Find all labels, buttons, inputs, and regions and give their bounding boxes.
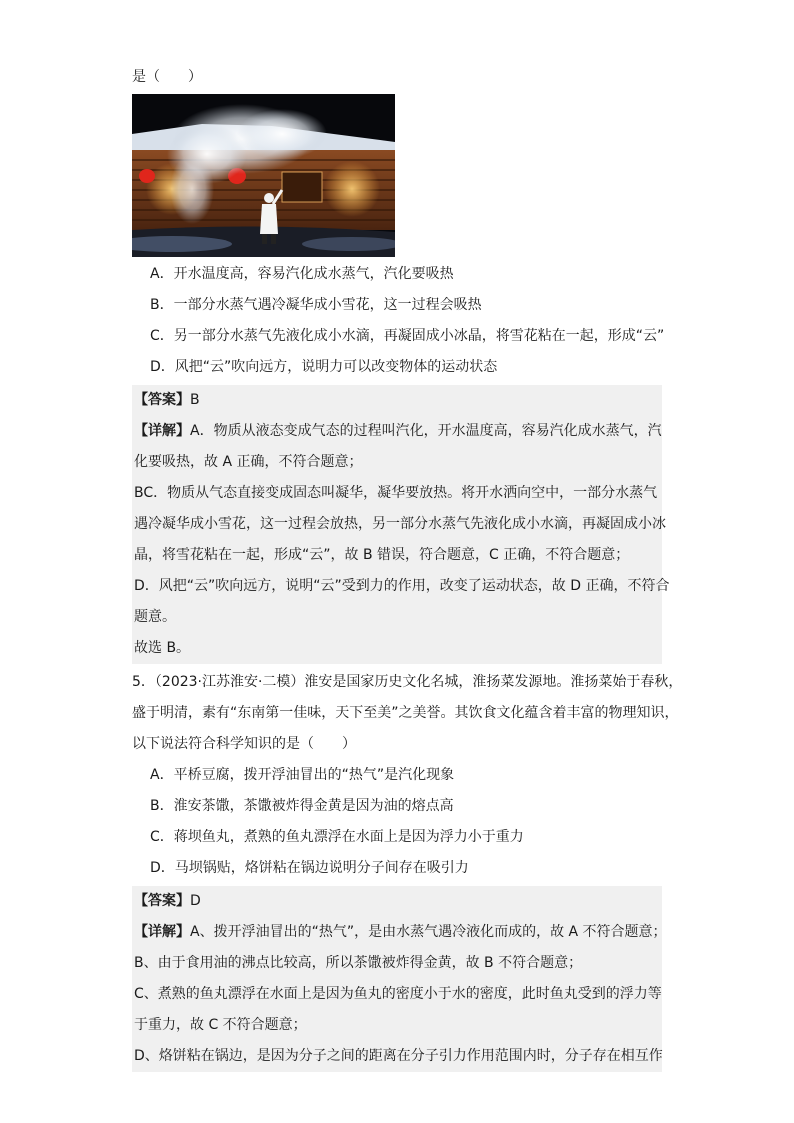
snow-cloud-photo xyxy=(132,94,395,257)
q4-detail-line: 遇冷凝华成小雪花，这一过程会放热，另一部分水蒸气先液化成小水滴，再凝固成小冰 xyxy=(134,516,666,532)
q4-detail-line: 题意。 xyxy=(134,609,176,625)
q4-answer-label: 【答案】 xyxy=(134,392,190,408)
q5-option-d: D．马坝锅贴，烙饼粘在锅边说明分子间存在吸引力 xyxy=(150,860,469,876)
q4-option-a: A．开水温度高，容易汽化成水蒸气，汽化要吸热 xyxy=(150,266,454,282)
q5-detail-line: 于重力，故 C 不符合题意； xyxy=(134,1017,307,1033)
q5-detail-line: B、由于食用油的沸点比较高，所以茶馓被炸得金黄，故 B 不符合题意； xyxy=(134,955,583,971)
q5-answer-label: 【答案】 xyxy=(134,893,190,909)
q4-detail-line: 故选 B。 xyxy=(134,640,191,656)
q4-detail-line: BC．物质从气态直接变成固态叫凝华，凝华要放热。将开水洒向空中，一部分水蒸气 xyxy=(134,485,658,501)
q4-detail-line: D．风把“云”吹向远方，说明“云”受到力的作用，改变了运动状态，故 D 正确，不符合 xyxy=(134,578,670,594)
q4-answer-value: B xyxy=(190,392,200,408)
q5-detail-line: C、煮熟的鱼丸漂浮在水面上是因为鱼丸的密度小于水的密度，此时鱼丸受到的浮力等 xyxy=(134,986,662,1002)
q4-detail-line: 【详解】A．物质从液态变成气态的过程叫汽化，开水温度高，容易汽化成水蒸气，汽 xyxy=(134,423,662,439)
q4-detail-line: 晶，将雪花粘在一起，形成“云”，故 B 错误，符合题意，C 正确，不符合题意； xyxy=(134,547,630,563)
q5-detail-line: D、烙饼粘在锅边，是因为分子之间的距离在分子引力作用范围内时，分子存在相互作 xyxy=(134,1048,663,1064)
q5-option-a: A．平桥豆腐，拨开浮油冒出的“热气”是汽化现象 xyxy=(150,767,455,783)
q5-answer-block xyxy=(132,886,667,1072)
q5-option-c: C．蒋坝鱼丸，煮熟的鱼丸漂浮在水面上是因为浮力小于重力 xyxy=(150,829,524,845)
q5-option-b: B．淮安茶馓，茶馓被炸得金黄是因为油的熔点高 xyxy=(150,798,454,814)
q4-answer xyxy=(134,385,660,416)
q4-answer-block xyxy=(132,385,670,664)
q4-detail-line: 化要吸热，故 A 正确，不符合题意； xyxy=(134,454,363,470)
q4-detail-label: 【详解】 xyxy=(134,423,190,439)
q4-option-b: B．一部分水蒸气遇冷凝华成小雪花，这一过程会吸热 xyxy=(150,297,482,313)
document-page xyxy=(132,62,683,1072)
q5-detail-label: 【详解】 xyxy=(134,924,190,940)
q4-option-d: D．风把“云”吹向远方，说明力可以改变物体的运动状态 xyxy=(150,359,498,375)
q4-option-c: C．另一部分水蒸气先液化成小水滴，再凝固成小冰晶，将雪花粘在一起，形成“云” xyxy=(150,328,665,344)
q5-answer-value: D xyxy=(190,893,201,909)
q5-detail-line: 【详解】A、拨开浮油冒出的“热气”，是由水蒸气遇冷液化而成的，故 A 不符合题意； xyxy=(134,924,667,940)
q5-answer xyxy=(134,886,660,917)
q4-stem-tail: 是（ ） xyxy=(132,69,202,85)
q5-stem: 5．（2023·江苏淮安·二模）淮安是国家历史文化名城，淮扬菜发源地。淮扬菜始于春秋， 盛于明清，素有“东南第一佳味，天下至美”之美誉。其饮食文化蕴含着丰富的物理知识， 以下说法符合科学知识的是（ ） xyxy=(132,674,683,752)
